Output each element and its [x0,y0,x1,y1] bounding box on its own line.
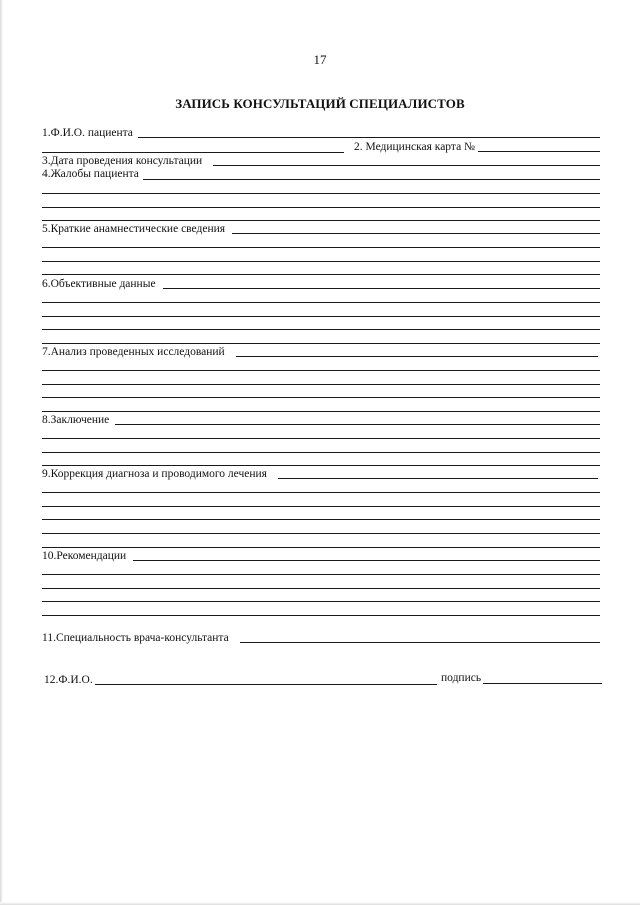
line-patient-name[interactable] [138,137,600,138]
line-signature[interactable] [483,683,602,684]
label-complaints: 4.Жалобы пациента [42,168,139,180]
line-conclusion-3[interactable] [42,452,600,453]
label-correction: 9.Коррекция диагноза и проводимого лечения [42,468,267,480]
label-anamnesis: 5.Краткие анамнестические сведения [42,223,226,235]
line-anamnesis-3[interactable] [42,261,600,262]
line-medical-card[interactable] [478,151,600,152]
line-recommendations-4[interactable] [42,601,600,602]
line-complaints-4[interactable] [42,220,600,221]
line-correction-4[interactable] [42,519,600,520]
line-specialty[interactable] [240,642,600,643]
line-objective-data-3[interactable] [42,316,600,317]
label-doctor-name: 12.Ф.И.О. [44,674,93,686]
line-conclusion-4[interactable] [42,465,600,466]
line-recommendations[interactable] [133,560,600,561]
label-medical-card: 2. Медицинская карта № [354,141,476,153]
line-patient-name-continued[interactable] [42,152,344,153]
line-anamnesis[interactable] [232,233,600,234]
line-doctor-name[interactable] [95,684,437,685]
line-correction[interactable] [278,478,598,479]
line-complaints[interactable] [143,179,600,180]
label-specialty: 11.Специальность врача-консультанта [42,632,229,644]
line-correction-6[interactable] [42,547,600,548]
line-recommendations-2[interactable] [42,574,600,575]
line-anamnesis-4[interactable] [42,274,600,275]
line-studies-analysis-4[interactable] [42,397,600,398]
line-studies-analysis-3[interactable] [42,384,600,385]
label-studies-analysis: 7.Анализ проведенных исследований [42,346,225,358]
page-number: 17 [313,52,327,67]
document-title: ЗАПИСЬ КОНСУЛЬТАЦИЙ СПЕЦИАЛИСТОВ [175,96,465,111]
label-conclusion: 8.Заключение [42,414,110,426]
line-complaints-2[interactable] [42,193,600,194]
line-conclusion-2[interactable] [42,438,600,439]
line-objective-data-4[interactable] [42,329,600,330]
line-correction-2[interactable] [42,492,600,493]
line-correction-3[interactable] [42,506,600,507]
line-objective-data[interactable] [163,288,600,289]
line-recommendations-3[interactable] [42,588,600,589]
label-consultation-date: 3.Дата проведения консультации [42,155,203,167]
label-objective-data: 6.Объективные данные [42,278,156,290]
label-recommendations: 10.Рекомендации [42,550,127,562]
line-studies-analysis-5[interactable] [42,411,600,412]
line-anamnesis-2[interactable] [42,247,600,248]
line-studies-analysis[interactable] [236,356,598,357]
line-complaints-3[interactable] [42,207,600,208]
line-correction-5[interactable] [42,533,600,534]
label-signature: подпись [441,672,482,684]
line-conclusion[interactable] [115,424,600,425]
line-objective-data-2[interactable] [42,302,600,303]
scan-shadow-left [0,0,3,905]
line-studies-analysis-2[interactable] [42,370,600,371]
label-patient-name: 1.Ф.И.О. пациента [42,127,133,139]
line-recommendations-5[interactable] [42,615,600,616]
line-objective-data-5[interactable] [42,343,600,344]
line-consultation-date[interactable] [213,165,600,166]
